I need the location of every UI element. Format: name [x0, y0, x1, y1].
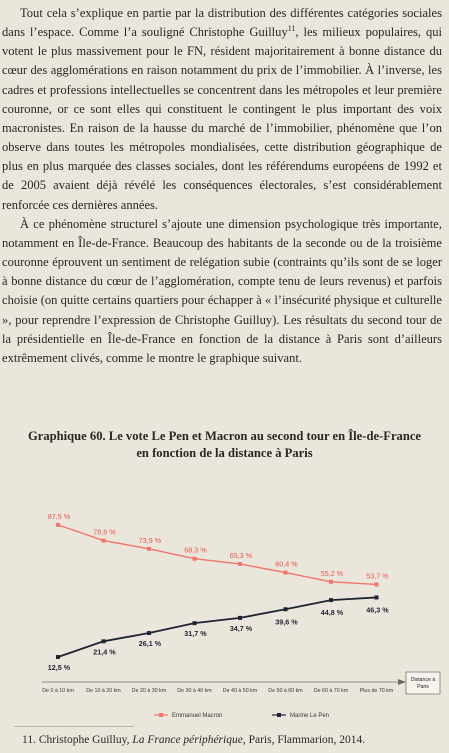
- data-point: [375, 582, 379, 586]
- data-point: [375, 595, 379, 599]
- x-axis-arrow: [398, 679, 406, 685]
- data-point: [193, 557, 197, 561]
- data-point: [56, 655, 60, 659]
- data-point: [147, 631, 151, 635]
- x-tick-label: De 40 à 50 km: [222, 688, 258, 694]
- legend-label: Marine Le Pen: [290, 713, 330, 719]
- data-point: [102, 539, 106, 543]
- data-point: [238, 616, 242, 620]
- footnote-title: La France périphérique: [132, 734, 243, 746]
- data-label: 53,7 %: [366, 571, 389, 581]
- x-tick-label: De 30 à 40 km: [177, 688, 212, 694]
- legend-swatch-marker: [277, 713, 281, 717]
- data-point: [329, 580, 333, 584]
- data-point: [284, 607, 288, 611]
- data-point: [238, 562, 242, 566]
- x-tick-label: De 60 à 70 km: [313, 688, 349, 694]
- x-tick-label: Plus de 70 km: [359, 688, 394, 694]
- data-label: 34,7 %: [229, 623, 253, 633]
- data-point: [56, 523, 60, 527]
- figure-caption: [0, 428, 449, 462]
- data-point: [193, 621, 197, 625]
- data-label: 12,5 %: [47, 662, 71, 672]
- line-chart: [14, 492, 444, 724]
- data-label: 21,4 %: [93, 647, 116, 657]
- paragraph-2: À ce phénomène structurel s’ajoute une dimension psychologique très importante, notamment en Île-de-France. Beaucoup des habitants de la seconde ou de la troisième couronne éprouvent un sentiment de relégation subie (contraints qu’ils sont de se loger à bonne distance du cœur de l’agglomération, compte tenu de leurs revenus) et parfois choisie (on quitte certains quartiers pour échapper à « l’insécurité physique et culturelle », pour reprendre l’expression de Christophe Guilluy). Les résultats du second tour de la présidentielle en Île-de-France en fonction de la distance à Paris sont d’ailleurs extrêmement clivés, comme le montre le graphique suivant.: [2, 216, 442, 365]
- data-label: 55,2 %: [320, 568, 344, 578]
- data-point: [329, 598, 333, 602]
- caption-line-2: en fonction de la distance à Paris: [136, 446, 313, 460]
- data-label: 60,4 %: [275, 559, 298, 569]
- paragraph-1: [2, 4, 442, 215]
- body-text: [2, 4, 442, 368]
- x-tick-label: De 20 à 30 km: [131, 688, 167, 694]
- footnote: [22, 733, 442, 747]
- legend-label: Emmanuel Macron: [172, 713, 223, 719]
- footnote-author: Christophe Guilluy,: [38, 734, 130, 746]
- footnote-rule: [14, 726, 134, 727]
- data-point: [284, 571, 288, 575]
- data-label: 78,6 %: [93, 527, 116, 537]
- footnote-reference[interactable]: 11: [287, 23, 296, 33]
- chart: [14, 492, 444, 724]
- data-point: [102, 639, 106, 643]
- paragraph-1-text-after-note: , les milieux populaires, qui votent le plus massivement pour le FN, résident majoritairement à bonne distance du cœur des agglomérations en raison notamment du prix de l’immobilier. À l’inverse, les cadres et professions intellectuelles se concentrent dans les métropoles et leur première couronne, or ce sont elles qui constituent le contingent le plus important des voix macronistes. En raison de la hausse du marché de l’immobilier, phénomène que l’on observe dans toutes les métropoles mondialisées, cette distribution géographique de plus en plus marquée des classes sociales, dont les référendums européens de 1992 et de 2005 avaient déjà révélé les conséquences électorales, s’est considérablement renforcée ces dernières années.: [2, 25, 442, 212]
- x-axis-title: Distance à Paris: [410, 677, 436, 690]
- data-label: 68,3 %: [184, 545, 207, 555]
- caption-line-1: Graphique 60. Le vote Le Pen et Macron au second tour en Île-de-France: [27, 429, 422, 443]
- data-label: 26,1 %: [138, 639, 162, 649]
- paragraph-1-text-before-note: Tout cela s’explique en partie par la distribution des différentes catégories sociales dans l’espace. Comme l’a souligné Christophe Guilluy: [2, 6, 442, 40]
- data-label: 73,9 %: [138, 535, 162, 545]
- footnote-number: 11.: [22, 734, 36, 746]
- x-tick-label: De 0 à 10 km: [42, 688, 74, 694]
- data-label: 87,5 %: [47, 511, 71, 521]
- data-label: 44,8 %: [320, 608, 344, 618]
- data-point: [147, 547, 151, 551]
- x-tick-label: De 10 à 20 km: [86, 688, 121, 694]
- data-label: 46,3 %: [366, 605, 389, 615]
- data-label: 39,6 %: [275, 617, 298, 627]
- data-label: 65,3 %: [229, 550, 253, 560]
- x-tick-label: De 50 à 60 km: [268, 688, 303, 694]
- legend-swatch-marker: [159, 713, 163, 717]
- footnote-rest: , Paris, Flammarion, 2014.: [242, 734, 366, 746]
- x-axis-title-box: [406, 672, 440, 694]
- data-label: 31,7 %: [184, 629, 207, 639]
